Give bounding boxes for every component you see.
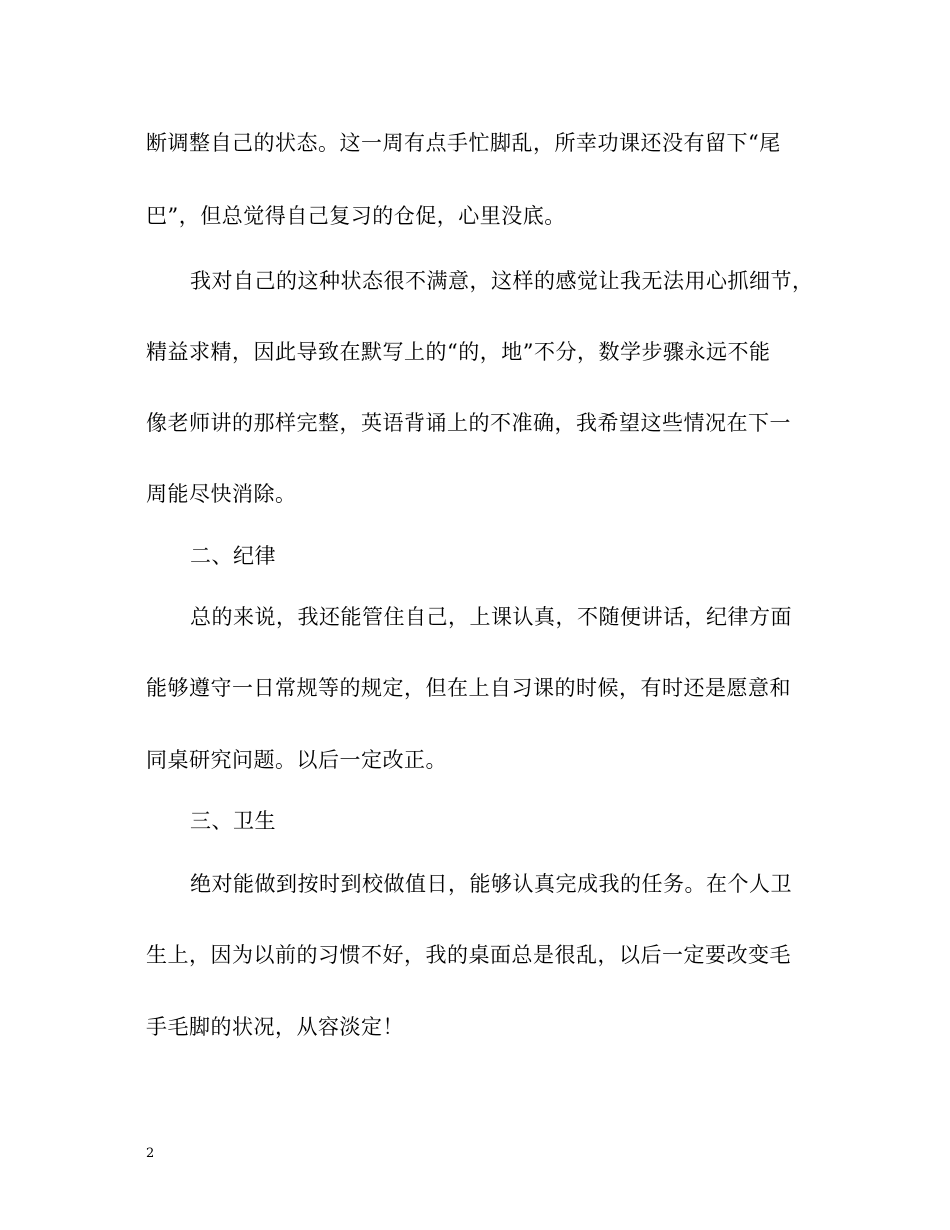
text-line: 绝对能做到按时到校做值日，能够认真完成我的任务。在个人卫 xyxy=(190,872,792,896)
text-line: 总的来说，我还能管住自己，上课认真，不随便讲话，纪律方面 xyxy=(190,605,792,629)
text-line: 精益求精，因此导致在默写上的“的，地”不分，数学步骤永远不能 xyxy=(146,340,771,364)
text-line: 同桌研究问题。以后一定改正。 xyxy=(146,748,447,772)
text-line: 周能尽快消除。 xyxy=(146,482,297,506)
section-heading: 二、纪律 xyxy=(190,544,276,568)
text-line: 断调整自己的状态。这一周有点手忙脚乱，所幸功课还没有留下“尾 xyxy=(146,131,781,155)
page-number: 2 xyxy=(146,1146,155,1161)
text-line: 能够遵守一日常规等的规定，但在上自习课的时候，有时还是愿意和 xyxy=(146,676,791,700)
section-heading: 三、卫生 xyxy=(190,809,276,833)
text-line: 生上，因为以前的习惯不好，我的桌面总是很乱，以后一定要改变毛 xyxy=(146,943,791,967)
text-line: 我对自己的这种状态很不满意，这样的感觉让我无法用心抓细节， xyxy=(190,269,814,293)
text-line: 像老师讲的那样完整，英语背诵上的不准确，我希望这些情况在下一 xyxy=(146,411,791,435)
text-line: 巴”，但总觉得自己复习的仓促，心里没底。 xyxy=(146,204,566,228)
text-line: 手毛脚的状况，从容淡定！ xyxy=(146,1015,404,1039)
